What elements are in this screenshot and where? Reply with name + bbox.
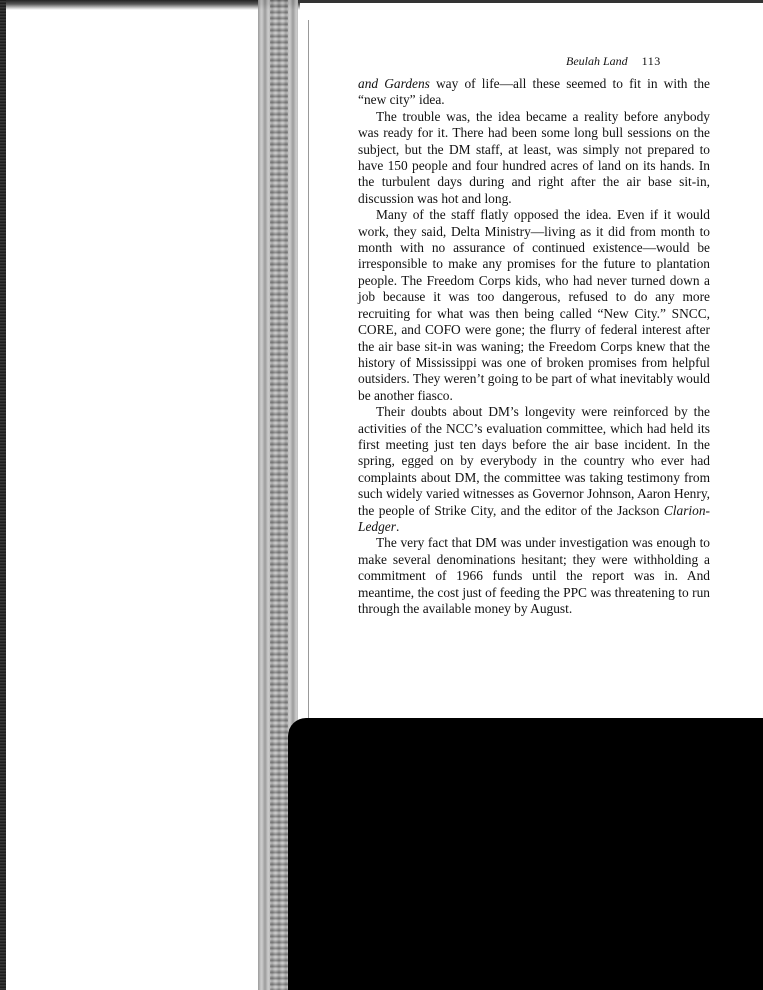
- newspaper-title: Clarion-Ledger: [358, 502, 710, 534]
- paragraph-1-text: way of life—all these seemed to fit in with the “new city” idea.: [358, 76, 710, 108]
- scan-bottom-black-area: [288, 718, 763, 990]
- paragraph-4-text: Their doubts about DM’s longevity were reinforced by the activities of the NCC’s evaluation committee, which had held its first meeting just ten days before the air base incident. In the spring, egged on by everybody in the country who ever had complaints about DM, the committee was taking testimony from such widely varied witnesses as Governor Johnson, Aaron Henry, the people of Strike City, and the editor of the Jackson: [358, 404, 710, 518]
- book-gutter-shadow: [270, 0, 288, 990]
- paragraph-4-end: .: [395, 518, 400, 534]
- paragraph-4: [358, 404, 710, 535]
- paragraph-3: Many of the staff flatly opposed the idea. Even if it would work, they said, Delta Ministry—living as it did from month to month with no assurance of continued existence—would be irresponsible to make any promises for the future to plantation people. The Freedom Corps kids, who had never turned down a job because it was too dangerous, refused to do any more recruiting for what was then being called “New City.” SNCC, CORE, and COFO were gone; the flurry of federal interest after the air base sit-in was waning; the Freedom Corps knew that the history of Mississippi was one of broken promises from helpful outsiders. They weren’t going to be part of what inevitably would be another fiasco.: [358, 207, 710, 403]
- running-head: [566, 54, 661, 69]
- paragraph-5: The very fact that DM was under investigation was enough to make several denominations hesitant; they were withholding a commitment of 1966 funds until the report was in. And meantime, the cost just of feeding the PPC was threatening to run through the available money by August.: [358, 535, 710, 616]
- paragraph-2: The trouble was, the idea became a reality before anybody was ready for it. There had been some long bull sessions on the subject, but the DM staff, at least, was simply not prepared to have 150 people and four hundred acres of land on its hands. In the turbulent days during and right after the air base sit-in, discussion was hot and long.: [358, 108, 710, 206]
- scan-top-edge: [298, 0, 763, 3]
- page-number: 113: [641, 54, 661, 68]
- facing-page-blank: [0, 0, 275, 990]
- page-body-text: [358, 76, 710, 617]
- running-head-title: Beulah Land: [566, 54, 628, 68]
- scan-left-edge: [0, 0, 6, 990]
- paragraph-1: [358, 76, 710, 109]
- page-margin-line: [308, 20, 309, 720]
- paragraph-1-italic-lead: and Gardens: [358, 76, 430, 91]
- scan-top-shadow: [0, 0, 300, 10]
